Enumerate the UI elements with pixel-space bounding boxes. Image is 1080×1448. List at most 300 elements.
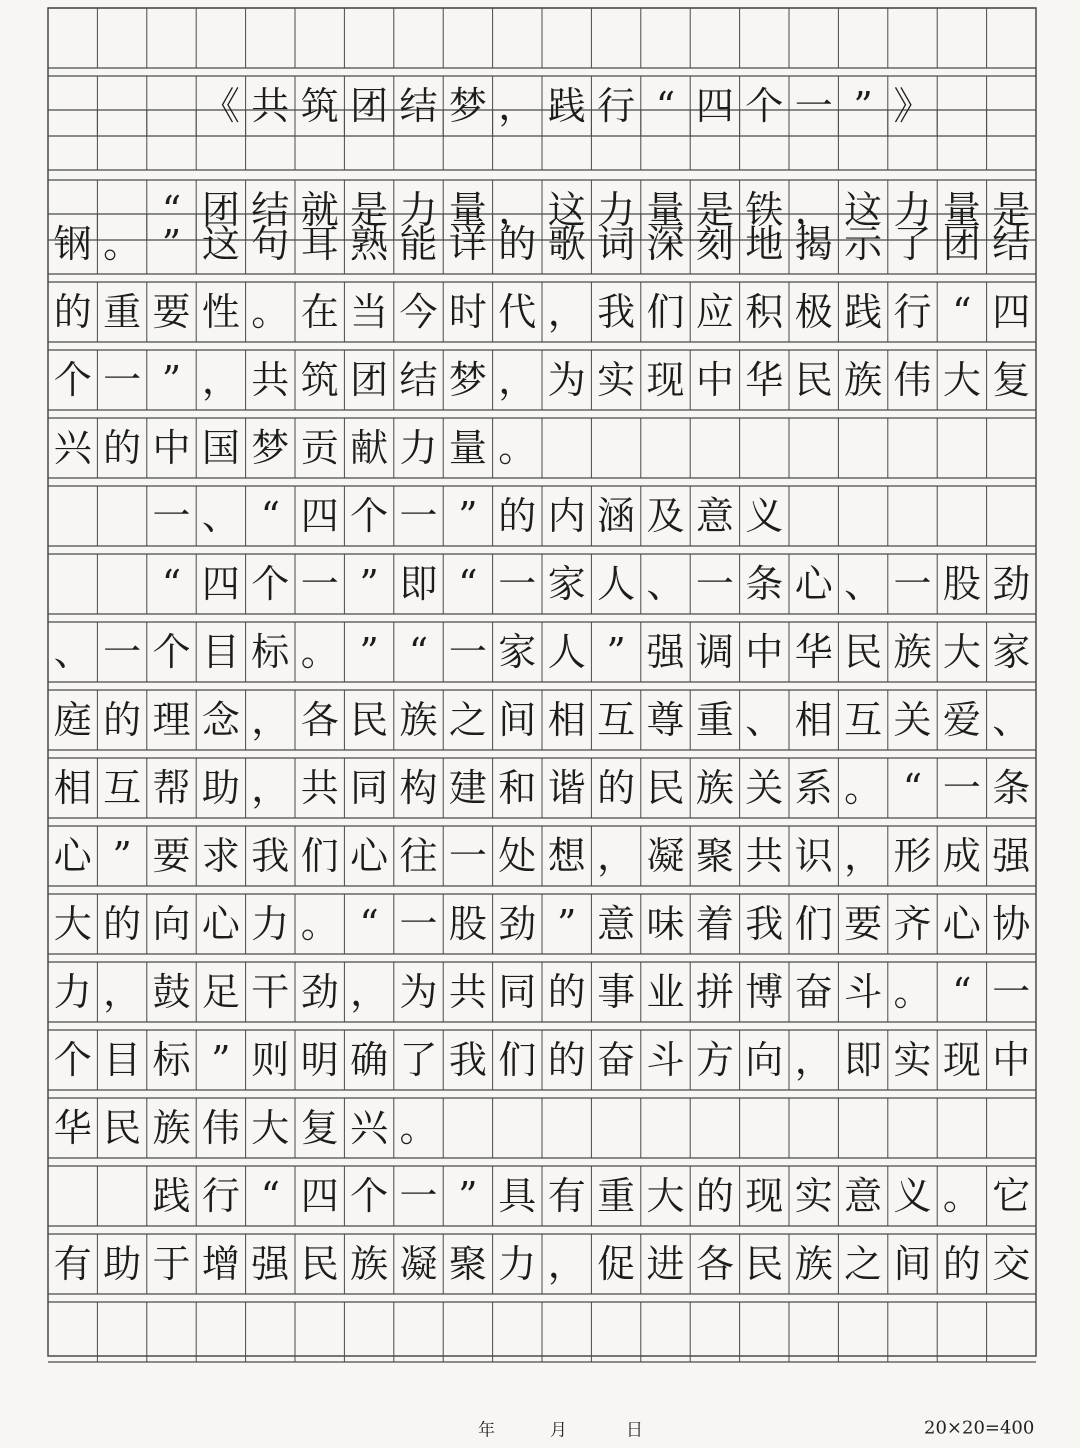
grid-character: “: [655, 84, 676, 128]
grid-character: 民: [300, 1242, 339, 1286]
grid-character: 当: [350, 290, 389, 334]
grid-row: [48, 8, 1036, 68]
grid-character: 一: [103, 630, 142, 674]
grid-character: 民: [103, 1106, 142, 1150]
grid-character: 们: [498, 1038, 537, 1082]
grid-character: 共: [251, 358, 290, 402]
grid-character: 鼓: [152, 970, 191, 1014]
grid-character: 相: [53, 766, 92, 810]
grid-character: 力: [498, 1242, 537, 1286]
grid-character: 个: [745, 84, 784, 128]
grid-character: 个: [350, 494, 389, 538]
grid-character: 往: [399, 834, 438, 878]
grid-character: 想: [547, 834, 586, 878]
grid-character: 、: [201, 494, 240, 538]
grid-character: 现: [745, 1174, 784, 1218]
grid-character: 着: [695, 902, 734, 946]
grid-character: 。: [893, 970, 932, 1014]
grid-character: 国: [201, 426, 240, 470]
grid-character: 间: [498, 698, 537, 742]
grid-character: 团: [350, 84, 389, 128]
grid-character: 这: [201, 222, 240, 266]
grid-character: 大: [251, 1106, 290, 1150]
grid-character: 心: [53, 834, 92, 878]
grid-character: 应: [695, 290, 734, 334]
grid-character: 求: [201, 834, 240, 878]
grid-character: 协: [992, 902, 1031, 946]
grid-character: 族: [893, 630, 932, 674]
grid-character: 条: [992, 766, 1031, 810]
grid-character: 、: [844, 562, 883, 606]
grid-character: 族: [399, 698, 438, 742]
grid-character: 时: [448, 290, 487, 334]
grid-character: 。: [300, 902, 339, 946]
grid-character: 相: [547, 698, 586, 742]
grid-character: 的: [942, 1242, 981, 1286]
grid-character: ”: [458, 1174, 478, 1218]
grid-character: 明: [300, 1038, 339, 1082]
grid-character: 、: [745, 698, 784, 742]
grid-character: 要: [844, 902, 883, 946]
grid-character: 歌: [547, 222, 586, 266]
grid-row: [48, 486, 1036, 546]
grid-character: 目: [201, 630, 240, 674]
grid-character: 族: [844, 358, 883, 402]
grid-character: 形: [893, 834, 932, 878]
grid-character: 内: [547, 494, 586, 538]
grid-character: 结: [399, 358, 438, 402]
grid-character: 要: [152, 290, 191, 334]
grid-character: 是: [992, 188, 1031, 232]
grid-row: [48, 758, 1036, 818]
grid-character: 奋: [597, 1038, 636, 1082]
grid-row: [48, 110, 1036, 170]
grid-character: 一: [942, 766, 981, 810]
grid-character: 构: [399, 766, 438, 810]
grid-character: 。: [251, 290, 290, 334]
grid-row: [48, 1234, 1036, 1294]
grid-character: ”: [211, 1038, 231, 1082]
grid-character: ，: [844, 834, 883, 878]
grid-character: 同: [350, 766, 389, 810]
grid-character: “: [408, 630, 429, 674]
grid-character: 梦: [251, 426, 290, 470]
grid-character: 重: [103, 290, 142, 334]
grid-character: 积: [745, 290, 784, 334]
grid-character: 庭: [53, 698, 92, 742]
grid-character: 要: [152, 834, 191, 878]
grid-character: 量: [448, 426, 487, 470]
grid-character: 互: [103, 766, 142, 810]
grid-character: ，: [547, 1242, 586, 1286]
grid-character: 尊: [646, 698, 685, 742]
grid-character: 为: [399, 970, 438, 1014]
grid-character: 系: [794, 766, 833, 810]
grid-character: ，: [350, 970, 389, 1014]
grid-capacity-label: 20×20=400: [924, 1417, 1035, 1439]
grid-character: 量: [448, 188, 487, 232]
grid-character: ，: [794, 1038, 833, 1082]
grid-character: 义: [745, 494, 784, 538]
grid-character: “: [260, 494, 281, 538]
grid-character: 句: [251, 222, 290, 266]
grid-character: 一: [103, 358, 142, 402]
grid-character: 四: [201, 562, 240, 606]
grid-character: 大: [942, 630, 981, 674]
grid-character: 力: [399, 426, 438, 470]
grid-character: 大: [646, 1174, 685, 1218]
grid-character: 拼: [695, 970, 734, 1014]
grid-character: 这: [844, 188, 883, 232]
grid-character: 的: [498, 494, 537, 538]
grid-character: 兴: [350, 1106, 389, 1150]
grid-character: 爱: [942, 698, 981, 742]
grid-character: ”: [359, 562, 379, 606]
grid-character: 《: [201, 84, 240, 128]
grid-character: 的: [695, 1174, 734, 1218]
grid-character: ”: [458, 494, 478, 538]
grid-character: ”: [853, 84, 873, 128]
grid-character: 族: [152, 1106, 191, 1150]
grid-character: 个: [53, 358, 92, 402]
grid-character: 个: [53, 1038, 92, 1082]
grid-character: 梦: [448, 84, 487, 128]
grid-character: 伟: [201, 1106, 240, 1150]
grid-character: 各: [695, 1242, 734, 1286]
grid-character: “: [458, 562, 478, 606]
grid-character: 复: [992, 358, 1031, 402]
grid-character: 意: [597, 902, 636, 946]
grid-character: 凝: [399, 1242, 438, 1286]
grid-character: 条: [745, 562, 784, 606]
grid-character: 一: [399, 494, 438, 538]
grid-character: ，: [498, 188, 537, 232]
grid-character: 结: [992, 222, 1031, 266]
grid-character: 谐: [547, 766, 586, 810]
grid-character: 、: [992, 698, 1031, 742]
grid-character: 处: [498, 834, 537, 878]
grid-character: 一: [498, 562, 537, 606]
grid-character: 、: [646, 562, 685, 606]
grid-character: 共: [300, 766, 339, 810]
grid-character: 人: [547, 630, 586, 674]
grid-character: 向: [152, 902, 191, 946]
grid-character: 即: [844, 1038, 883, 1082]
grid-character: 族: [794, 1242, 833, 1286]
grid-character: 向: [745, 1038, 784, 1082]
grid-character: 相: [794, 698, 833, 742]
grid-character: 四: [300, 1174, 339, 1218]
grid-row: [48, 1166, 1036, 1226]
grid-character: 大: [53, 902, 92, 946]
grid-character: 各: [300, 698, 339, 742]
grid-character: 共: [448, 970, 487, 1014]
grid-character: 梦: [448, 358, 487, 402]
grid-character: 详: [448, 222, 487, 266]
grid-character: 于: [152, 1242, 191, 1286]
grid-character: 心: [201, 902, 240, 946]
grid-character: 一: [893, 562, 932, 606]
grid-character: 行: [597, 84, 636, 128]
grid-character: 成: [942, 834, 981, 878]
grid-character: 心: [942, 902, 981, 946]
grid-character: 间: [893, 1242, 932, 1286]
grid-character: 是: [695, 188, 734, 232]
grid-character: 标: [251, 630, 290, 674]
grid-character: 量: [646, 188, 685, 232]
grid-character: 我: [745, 902, 784, 946]
grid-character: ”: [606, 630, 626, 674]
grid-character: 词: [597, 222, 636, 266]
grid-character: 助: [201, 766, 240, 810]
grid-character: 践: [844, 290, 883, 334]
grid-character: 团: [942, 222, 981, 266]
grid-character: 人: [597, 562, 636, 606]
grid-character: 铁: [745, 188, 784, 232]
grid-character: 味: [646, 902, 685, 946]
grid-character: ”: [161, 222, 182, 266]
grid-row: [48, 282, 1036, 342]
grid-character: 一: [399, 902, 438, 946]
grid-character: 。: [942, 1174, 981, 1218]
grid-character: 足: [201, 970, 240, 1014]
grid-character: 。: [103, 222, 142, 266]
grid-character: 们: [794, 902, 833, 946]
grid-character: ，: [201, 358, 240, 402]
footer-day-label: 日: [626, 1420, 643, 1441]
grid-character: 民: [745, 1242, 784, 1286]
grid-character: 一: [448, 630, 487, 674]
grid-character: 事: [597, 970, 636, 1014]
grid-character: ，: [547, 290, 586, 334]
grid-character: 筑: [300, 84, 339, 128]
grid-character: 重: [695, 698, 734, 742]
grid-character: 是: [350, 188, 389, 232]
grid-character: 目: [103, 1038, 142, 1082]
grid-character: 和: [498, 766, 537, 810]
grid-character: 这: [547, 188, 586, 232]
grid-character: 刻: [695, 222, 734, 266]
grid-character: 标: [152, 1038, 191, 1082]
grid-character: 团: [201, 188, 240, 232]
grid-character: 家: [498, 630, 537, 674]
grid-character: 心: [350, 834, 389, 878]
grid-character: 共: [251, 84, 290, 128]
grid-character: 实: [794, 1174, 833, 1218]
grid-character: 之: [448, 698, 487, 742]
grid-character: 大: [942, 358, 981, 402]
grid-character: 四: [992, 290, 1031, 334]
grid-character: 钢: [53, 222, 92, 266]
grid-character: “: [359, 902, 379, 946]
grid-character: 深: [646, 222, 685, 266]
grid-character: 重: [597, 1174, 636, 1218]
grid-character: 》: [893, 84, 932, 128]
grid-character: “: [952, 970, 972, 1014]
grid-character: 涵: [597, 494, 636, 538]
grid-character: 识: [794, 834, 833, 878]
grid-character: 结: [251, 188, 290, 232]
grid-character: 的: [103, 902, 142, 946]
grid-character: 。: [844, 766, 883, 810]
grid-character: 中: [152, 426, 191, 470]
grid-character: 股: [448, 902, 487, 946]
grid-character: 、: [53, 630, 92, 674]
grid-character: 的: [498, 222, 537, 266]
grid-character: 进: [646, 1242, 685, 1286]
grid-character: 结: [399, 84, 438, 128]
grid-character: 族: [350, 1242, 389, 1286]
grid-character: 增: [201, 1242, 240, 1286]
footer-year-label: 年: [478, 1420, 495, 1441]
grid-character: 一: [695, 562, 734, 606]
grid-character: 中: [745, 630, 784, 674]
grid-character: 心: [794, 562, 833, 606]
grid-character: 确: [350, 1038, 389, 1082]
grid-character: 促: [597, 1242, 636, 1286]
grid-character: 力: [399, 188, 438, 232]
grid-character: 一: [448, 834, 487, 878]
grid-character: 的: [597, 766, 636, 810]
grid-character: 民: [794, 358, 833, 402]
grid-character: ”: [359, 630, 379, 674]
grid-character: 一: [399, 1174, 438, 1218]
grid-character: 筑: [300, 358, 339, 402]
grid-character: 的: [103, 698, 142, 742]
grid-row: [48, 350, 1036, 410]
grid-row: [48, 690, 1036, 750]
grid-character: 力: [597, 188, 636, 232]
grid-character: ”: [161, 358, 182, 402]
grid-character: 。: [498, 426, 537, 470]
grid-character: 行: [893, 290, 932, 334]
grid-character: 具: [498, 1174, 537, 1218]
grid-row: [48, 1302, 1036, 1362]
grid-character: 中: [695, 358, 734, 402]
grid-character: 。: [399, 1106, 438, 1150]
grid-character: 极: [794, 290, 833, 334]
grid-row: [48, 894, 1036, 954]
grid-character: 股: [942, 562, 981, 606]
grid-character: 族: [695, 766, 734, 810]
grid-character: 劲: [300, 970, 339, 1014]
grid-character: “: [902, 766, 923, 810]
grid-character: 博: [745, 970, 784, 1014]
grid-character: 民: [350, 698, 389, 742]
grid-character: 为: [547, 358, 586, 402]
grid-character: 们: [300, 834, 339, 878]
grid-character: ，: [498, 358, 537, 402]
grid-character: 华: [794, 630, 833, 674]
grid-character: 方: [695, 1038, 734, 1082]
grid-character: 我: [448, 1038, 487, 1082]
grid-character: 凝: [646, 834, 685, 878]
grid-character: ，: [794, 188, 833, 232]
grid-character: 示: [844, 222, 883, 266]
grid-character: 建: [448, 766, 487, 810]
grid-character: 的: [547, 970, 586, 1014]
grid-character: 四: [300, 494, 339, 538]
grid-character: 地: [745, 222, 784, 266]
grid-character: 就: [300, 188, 339, 232]
grid-character: 揭: [794, 222, 833, 266]
grid-character: 即: [399, 562, 438, 606]
grid-character: 四: [695, 84, 734, 128]
grid-row: [48, 962, 1036, 1022]
grid-character: 民: [844, 630, 883, 674]
grid-character: 强: [646, 630, 685, 674]
grid-character: 帮: [152, 766, 191, 810]
grid-character: 伟: [893, 358, 932, 402]
grid-character: “: [260, 1174, 281, 1218]
grid-character: 个: [251, 562, 290, 606]
grid-character: 了: [399, 1038, 438, 1082]
grid-character: 有: [547, 1174, 586, 1218]
grid-character: 则: [251, 1038, 290, 1082]
grid-character: 理: [152, 698, 191, 742]
grid-character: 同: [498, 970, 537, 1014]
grid-character: 我: [251, 834, 290, 878]
grid-character: 行: [201, 1174, 240, 1218]
grid-character: “: [161, 188, 182, 232]
grid-character: ，: [498, 84, 537, 128]
grid-character: 劲: [498, 902, 537, 946]
grid-character: 家: [992, 630, 1031, 674]
grid-character: 劲: [992, 562, 1031, 606]
grid-character: 我: [597, 290, 636, 334]
grid-character: 斗: [844, 970, 883, 1014]
grid-character: 业: [646, 970, 685, 1014]
grid-character: 的: [53, 290, 92, 334]
grid-character: 团: [350, 358, 389, 402]
grid-character: 。: [300, 630, 339, 674]
grid-character: 中: [992, 1038, 1031, 1082]
grid-character: 民: [646, 766, 685, 810]
grid-row: [48, 1098, 1036, 1158]
grid-character: ，: [597, 834, 636, 878]
grid-character: 们: [646, 290, 685, 334]
grid-character: 它: [992, 1174, 1031, 1218]
grid-character: 齐: [893, 902, 932, 946]
grid-character: ，: [103, 970, 142, 1014]
grid-character: 关: [893, 698, 932, 742]
grid-character: ，: [251, 766, 290, 810]
grid-character: 聚: [448, 1242, 487, 1286]
grid-character: 之: [844, 1242, 883, 1286]
grid-row: [48, 418, 1036, 478]
grid-character: 了: [893, 222, 932, 266]
grid-character: 复: [300, 1106, 339, 1150]
grid-character: 意: [695, 494, 734, 538]
footer-month-label: 月: [550, 1420, 567, 1441]
grid-character: 兴: [53, 426, 92, 470]
grid-character: 性: [201, 290, 240, 334]
grid-character: 一: [152, 494, 191, 538]
grid-character: 关: [745, 766, 784, 810]
grid-character: ”: [112, 834, 132, 878]
grid-character: ，: [251, 698, 290, 742]
grid-character: 助: [103, 1242, 142, 1286]
grid-character: 能: [399, 222, 438, 266]
grid-character: 的: [547, 1038, 586, 1082]
grid-character: 今: [399, 290, 438, 334]
grid-character: 华: [745, 358, 784, 402]
grid-character: 贡: [300, 426, 339, 470]
grid-character: 献: [350, 426, 389, 470]
grid-character: 互: [844, 698, 883, 742]
grid-character: 践: [547, 84, 586, 128]
grid-character: 力: [251, 902, 290, 946]
